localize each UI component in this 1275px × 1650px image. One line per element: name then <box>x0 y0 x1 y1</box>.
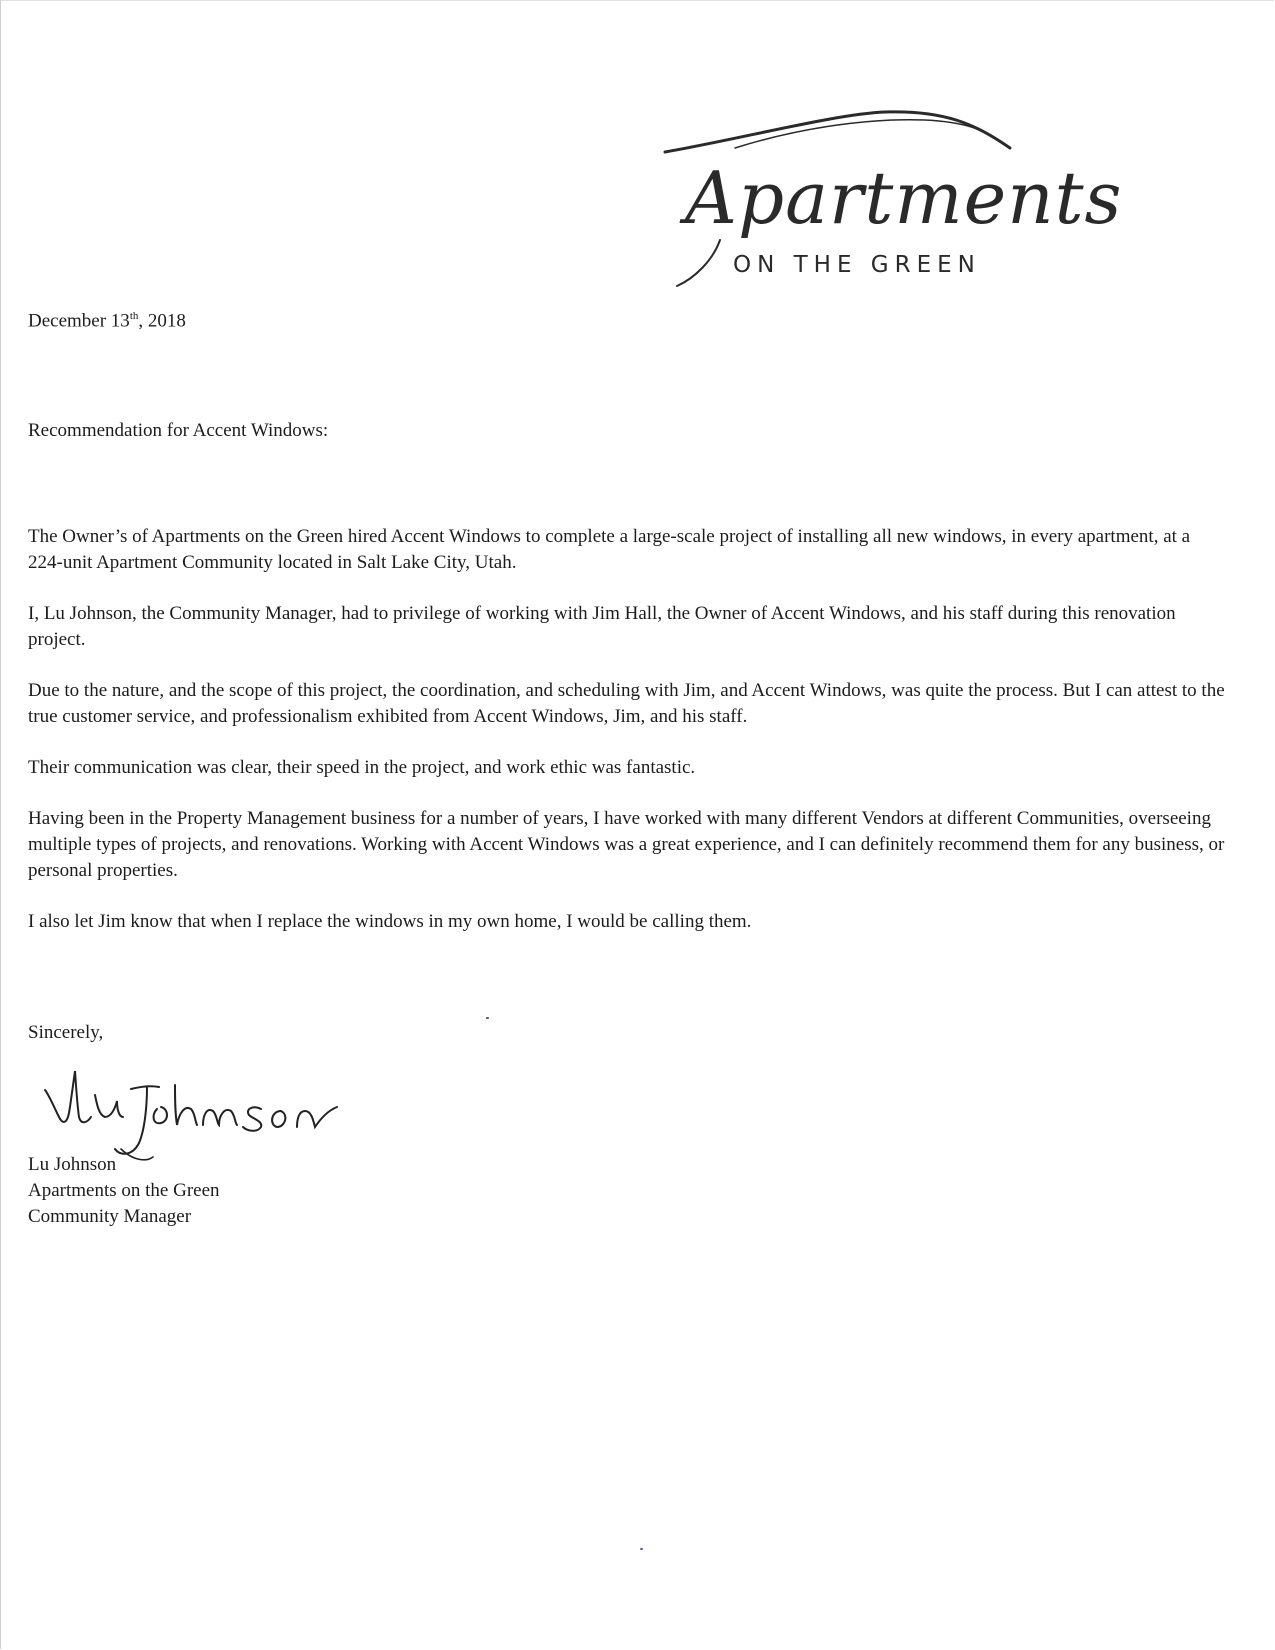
date-ordinal-suffix: th <box>129 310 139 322</box>
signer-name: Lu Johnson <box>28 1154 117 1175</box>
body-paragraph: I also let Jim know that when I replace the windows in my own home, I would be calling them. <box>28 911 752 932</box>
scan-speck <box>486 1017 489 1019</box>
letter-date <box>28 310 186 332</box>
date-year: , 2018 <box>138 310 186 332</box>
body-paragraph: Due to the nature, and the scope of this project, the coordination, and scheduling with Jim, and Accent Windows, was quite the process. But I can attest to the true customer service, and professionalism exhibited from Accent Windows, Jim, and his staff. <box>28 680 1225 727</box>
body-paragraph: Having been in the Property Management business for a number of years, I have worked with many different Vendors at different Communities, overseeing multiple types of projects, and renovations. Working with Accent Windows was a great experience, and I can definitely recommend them for any business, or personal properties. <box>28 808 1225 881</box>
date-month-day: December 13 <box>28 310 130 332</box>
letter-body <box>28 524 1228 960</box>
logo-script-text: Apartments <box>685 156 1123 240</box>
signer-title: Community Manager <box>28 1206 192 1227</box>
body-paragraph: I, Lu Johnson, the Community Manager, had to privilege of working with Jim Hall, the Owner of Accent Windows, and his staff during this renovation project. <box>28 603 1176 650</box>
letter-subject: Recommendation for Accent Windows: <box>28 420 329 441</box>
letter-closing: Sincerely, <box>28 1022 104 1043</box>
logo-subtitle: ON THE GREEN <box>733 252 981 278</box>
company-logo <box>625 100 1125 300</box>
body-paragraph: Their communication was clear, their speed in the project, and work ethic was fantastic. <box>28 757 696 778</box>
signature-block <box>28 1152 220 1230</box>
scan-speck <box>640 1548 643 1550</box>
body-paragraph: The Owner’s of Apartments on the Green hired Accent Windows to complete a large-scale project of installing all new windows, in every apartment, at a 224-unit Apartment Community located in Salt Lake City, Utah. <box>28 526 1191 573</box>
signer-organization: Apartments on the Green <box>28 1180 220 1201</box>
